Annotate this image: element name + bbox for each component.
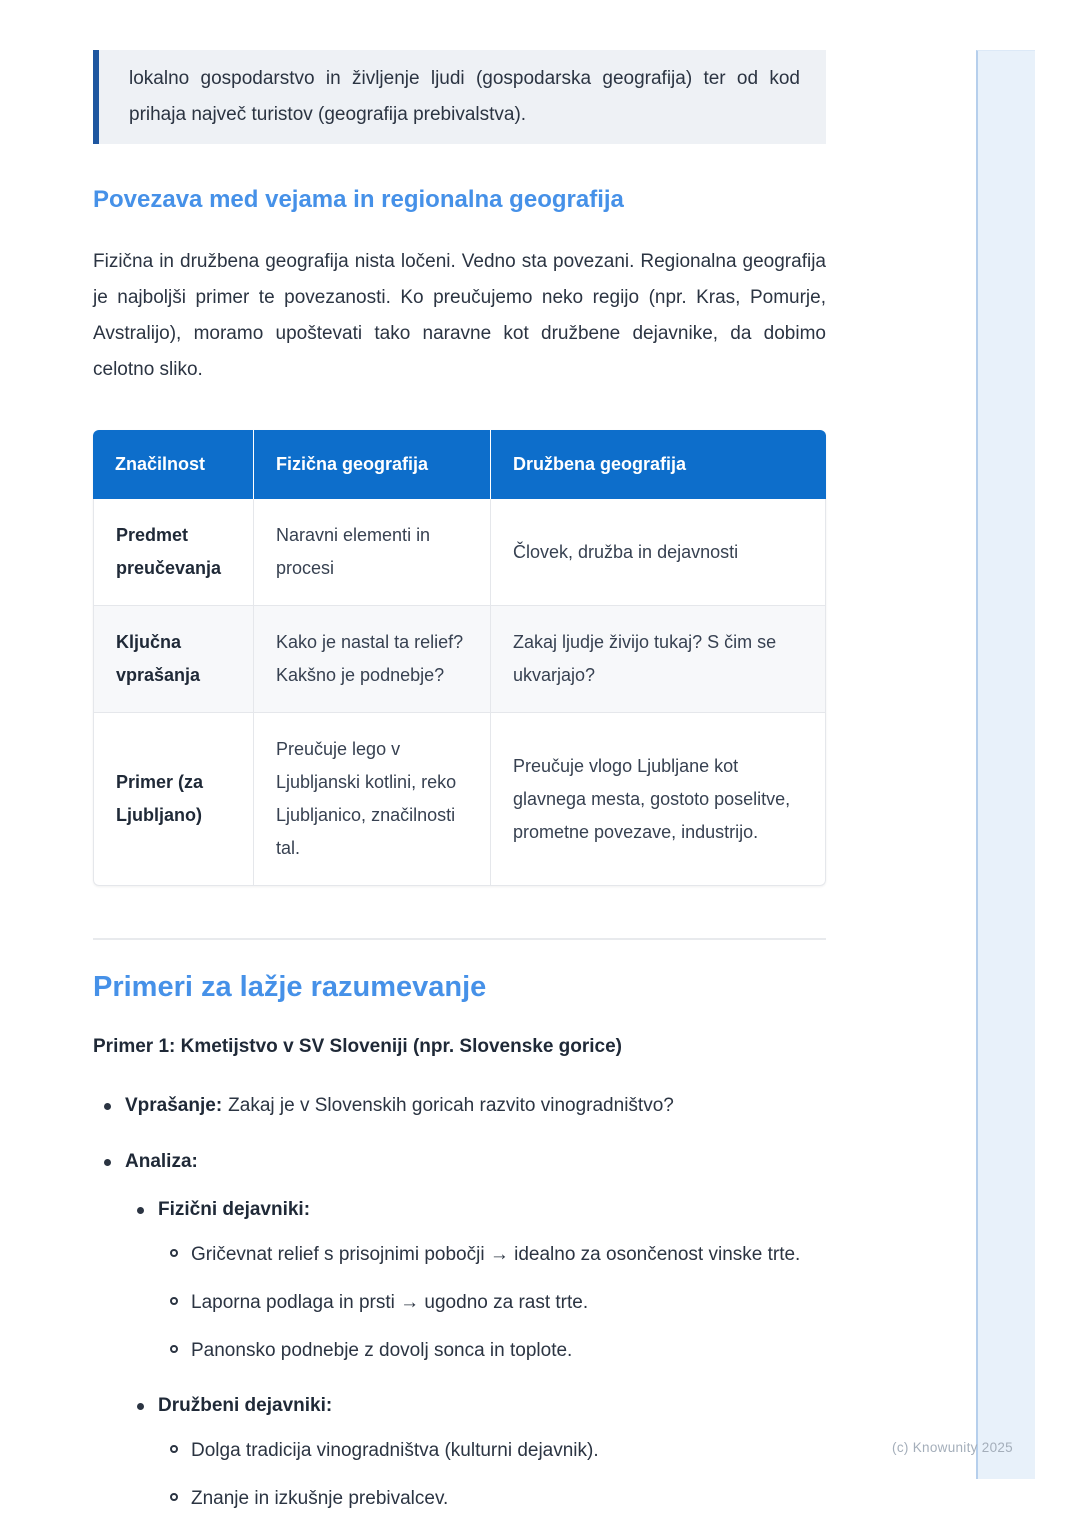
list-item <box>93 1435 826 1466</box>
row-label: Predmet preučevanja <box>93 499 254 606</box>
comparison-table <box>93 430 826 886</box>
table-header-znacilnost: Značilnost <box>93 430 254 499</box>
list-item <box>93 1287 826 1318</box>
row-cell-fizicna: Preučuje lego v Ljubljanski kotlini, reko Ljubljanico, značilnosti tal. <box>254 713 491 886</box>
list-item <box>93 1390 826 1421</box>
list-item-text <box>158 1194 310 1225</box>
circle-bullet-marker <box>170 1445 178 1453</box>
circle-bullet-marker <box>170 1297 178 1305</box>
row-cell-druzbena: Preučuje vlogo Ljubljane kot glavnega mesta, gostoto poselitve, prometne povezave, industrijo. <box>491 713 826 886</box>
list-item-text: Dolga tradicija vinogradništva (kulturni dejavnik). <box>191 1440 599 1461</box>
blockquote-text: lokalno gospodarstvo in življenje ljudi (gospodarska geografija) ter od kod prihaja največ turistov (geografija prebivalstva). <box>129 68 800 125</box>
table-header-row <box>93 430 826 499</box>
row-cell-druzbena: Človek, družba in dejavnosti <box>491 499 826 606</box>
page-edge-strip <box>976 50 1035 1479</box>
row-label: Ključna vprašanja <box>93 606 254 713</box>
page-title: Primeri za lažje razumevanje <box>93 971 487 1003</box>
table-row <box>93 499 826 606</box>
section-divider <box>93 938 826 940</box>
table-header-fizicna: Fizična geografija <box>254 430 491 499</box>
intro-paragraph: Fizična in družbena geografija nista ločeni. Vedno sta povezani. Regionalna geografija je najboljši primer te povezanosti. Ko preučujemo neko regijo (npr. Kras, Pomurje, Avstralijo), moramo upoštevati tako naravne kot družbene dejavnike, da dobimo celotno sliko. <box>93 251 826 380</box>
list-item <box>93 1335 826 1366</box>
copyright-text: (c) Knowunity 2025 <box>892 1440 1013 1455</box>
circle-bullet-marker <box>170 1249 178 1257</box>
list-item-label: Družbeni dejavniki: <box>158 1395 333 1416</box>
list-item <box>93 1146 826 1177</box>
list-item <box>93 1239 826 1270</box>
bullet-marker <box>137 1403 144 1410</box>
row-cell-druzbena: Zakaj ljudje živijo tukaj? S čim se ukvarjajo? <box>491 606 826 713</box>
list-item <box>93 1483 826 1514</box>
example-subheading: Primer 1: Kmetijstvo v SV Sloveniji (npr. Slovenske gorice) <box>93 1036 623 1057</box>
list-item-label: Analiza: <box>125 1151 198 1172</box>
row-cell-fizicna: Kako je nastal ta relief? Kakšno je podnebje? <box>254 606 491 713</box>
list-item-text: Laporna podlaga in prsti → ugodno za rast trte. <box>191 1292 589 1313</box>
table-header-druzbena: Družbena geografija <box>491 430 826 499</box>
bullet-marker <box>104 1159 111 1166</box>
section-heading: Povezava med vejama in regionalna geografija <box>93 186 624 213</box>
list-item-text <box>158 1390 332 1421</box>
list-item-text <box>125 1146 198 1177</box>
blockquote <box>93 50 826 144</box>
list-item-text: Gričevnat relief s prisojnimi pobočji → idealno za osončenost vinske trte. <box>191 1244 801 1265</box>
list-item-body: Zakaj je v Slovenskih goricah razvito vinogradništvo? <box>228 1095 674 1116</box>
list-item-label: Fizični dejavniki: <box>158 1199 311 1220</box>
list-item-text <box>125 1090 674 1121</box>
page-content <box>93 50 826 1528</box>
table-row <box>93 606 826 713</box>
bullet-marker <box>104 1103 111 1110</box>
list-item-text: Panonsko podnebje z dovolj sonca in toplote. <box>191 1340 573 1361</box>
circle-bullet-marker <box>170 1345 178 1353</box>
list-item-label: Vprašanje: <box>125 1095 223 1116</box>
bullet-marker <box>137 1207 144 1214</box>
list-item <box>93 1090 826 1121</box>
list-item <box>93 1194 826 1225</box>
list-item-text: Znanje in izkušnje prebivalcev. <box>191 1488 449 1509</box>
row-cell-fizicna: Naravni elementi in procesi <box>254 499 491 606</box>
table-row <box>93 713 826 886</box>
circle-bullet-marker <box>170 1493 178 1501</box>
row-label: Primer (za Ljubljano) <box>93 713 254 886</box>
